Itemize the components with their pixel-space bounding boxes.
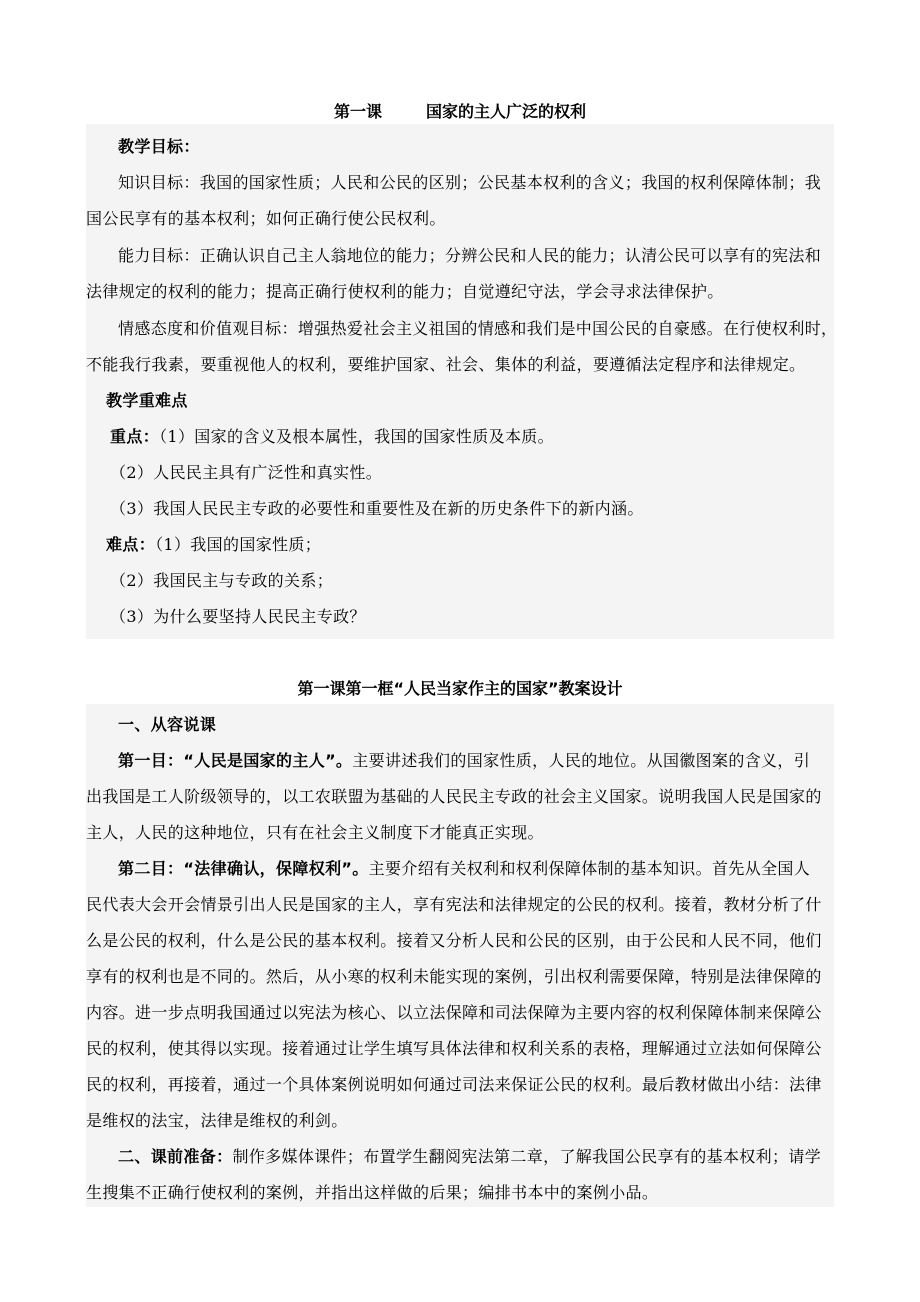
key-label: 重点： — [110, 427, 160, 446]
emotion-goal-line-2: 不能我行我素，要重视他人的权利，要维护国家、社会、集体的利益，要遵循法定程序和法律规定。 — [86, 355, 806, 374]
diff-point-3: （3）为什么要坚持人民民主专政？ — [110, 607, 366, 626]
mu2-line-2: 民代表大会开会情景引出人民是国家的主人，享有宪法和法律规定的公民的权利。接着，教材分析了什 — [86, 895, 822, 914]
section-title: 第一课第一框“人民当家作主的国家”教案设计 — [297, 679, 623, 698]
mu2-line-1: 第二目：“法律确认，保障权利”。主要介绍有关权利和权利保障体制的基本知识。首先从全国人 — [118, 859, 811, 878]
mu1-line-3: 主人，人民的这种地位，只有在社会主义制度下才能真正实现。 — [86, 823, 544, 842]
key-point-2: （2）人民民主具有广泛性和真实性。 — [110, 463, 383, 482]
diff-label: 难点： — [106, 535, 156, 554]
section1-heading: 一、从容说课 — [118, 715, 217, 734]
emotion-goal-line-1: 情感态度和价值观目标：增强热爱社会主义祖国的情感和我们是中国公民的自豪感。在行使权利时， — [118, 319, 838, 338]
knowledge-goal-line-2: 国公民享有的基本权利；如何正确行使公民权利。 — [86, 209, 446, 228]
goals-heading: 教学目标： — [118, 137, 200, 156]
lesson-title: 第一课 国家的主人广泛的权利 — [333, 102, 587, 121]
diff-point-2: （2）我国民主与专政的关系； — [110, 571, 334, 590]
key-point-3: （3）我国人民民主专政的必要性和重要性及在新的历史条件下的新内涵。 — [110, 499, 644, 518]
key-difficulty-heading: 教学重难点 — [106, 391, 188, 410]
section2-line-1: 二、课前准备：制作多媒体课件；布置学生翻阅宪法第二章，了解我国公民享有的基本权利；请学 — [118, 1147, 822, 1166]
mu2-line-8: 是维权的法宝，法律是维权的利剑。 — [86, 1111, 348, 1130]
section2-line-2: 生搜集不正确行使权利的案例，并指出这样做的后果；编排书本中的案例小品。 — [86, 1183, 659, 1202]
mu1-line-2: 出我国是工人阶级领导的，以工农联盟为基础的人民民主专政的社会主义国家。说明我国人民是国家的 — [86, 787, 822, 806]
shaded-block-top — [86, 124, 838, 639]
mu2-line-6: 民的权利，使其得以实现。接着通过让学生填写具体法律和权利关系的表格，理解通过立法如何保障公 — [86, 1039, 822, 1058]
shaded-block-bottom — [86, 704, 834, 1207]
mu2-line-5: 内容。进一步点明我国通过以宪法为核心、以立法保障和司法保障为主要内容的权利保障体制来保障公 — [86, 1003, 822, 1022]
mu1-line-1: 第一目：“人民是国家的主人”。主要讲述我们的国家性质，人民的地位。从国徽图案的含义，引 — [118, 751, 811, 770]
diff-point-1: 难点：（1）我国的国家性质； — [106, 535, 322, 554]
ability-goal-line-2: 法律规定的权利的能力；提高正确行使权利的能力；自觉遵纪守法，学会寻求法律保护。 — [86, 282, 724, 301]
key-point-1: 重点：（1）国家的含义及根本属性，我国的国家性质及本质。 — [110, 427, 554, 446]
knowledge-goal-line-1: 知识目标：我国的国家性质；人民和公民的区别；公民基本权利的含义；我国的权利保障体制；我 — [118, 173, 822, 192]
ability-goal-line-1: 能力目标：正确认识自己主人翁地位的能力；分辨公民和人民的能力；认清公民可以享有的宪法和 — [118, 246, 822, 265]
mu2-line-4: 享有的权利也是不同的。然后，从小寒的权利未能实现的案例，引出权利需要保障，特别是法律保障的 — [86, 967, 822, 986]
mu2-line-7: 民的权利，再接着，通过一个具体案例说明如何通过司法来保证公民的权利。最后教材做出小结：法律 — [86, 1075, 822, 1094]
mu2-line-3: 么是公民的权利，什么是公民的基本权利。接着又分析人民和公民的区别，由于公民和人民不同，他们 — [86, 931, 822, 950]
